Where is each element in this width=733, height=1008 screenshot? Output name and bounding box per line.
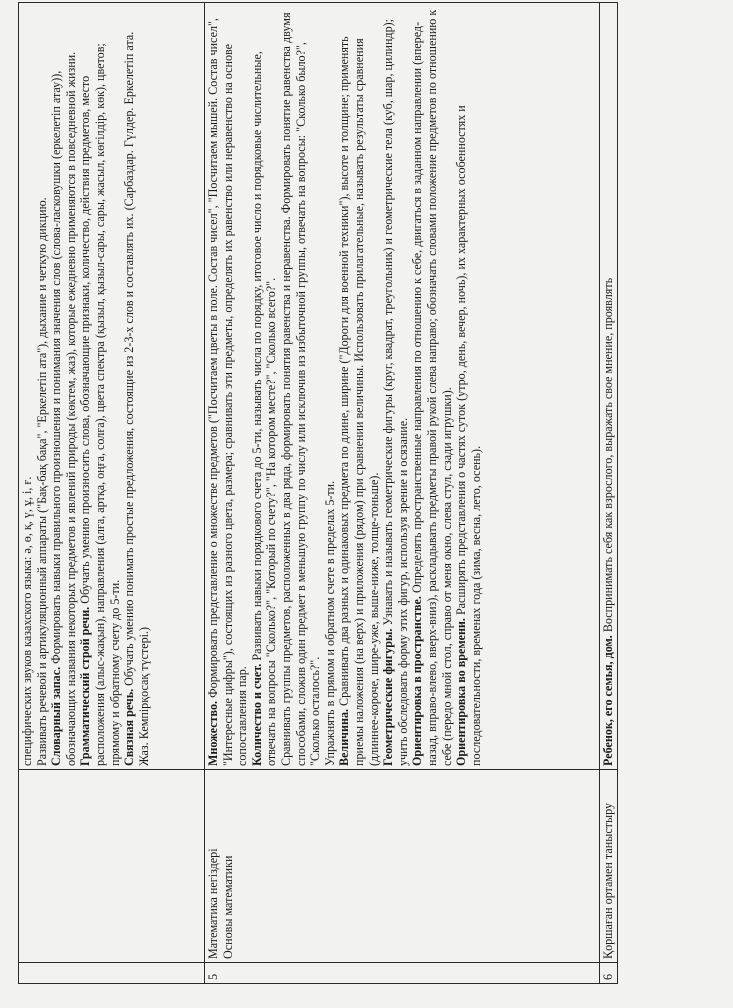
curriculum-table bbox=[18, 2, 618, 984]
content-paragraph bbox=[78, 6, 122, 766]
row-number-cell: 6 bbox=[600, 963, 618, 984]
paragraph-text: Узнавать и называть геометрические фигуры (круг, квадрат, треугольник) и геометрические тела (куб, шар, цилиндр); учить обследовать форму этих фигур, используя зрение и осязание. bbox=[381, 18, 410, 766]
section-name-cell bbox=[205, 770, 600, 963]
section-name: Математика негіздері bbox=[206, 848, 220, 959]
section-name: Қоршаған ортамен таныстыру bbox=[601, 802, 615, 959]
paragraph-title: Грамматический строй речи. bbox=[78, 606, 93, 766]
section-name: Основы математики bbox=[220, 855, 235, 959]
content-paragraph bbox=[323, 6, 338, 766]
paragraph-text: Расширять представления о частях суток (утро, день, вечер, ночь), их характерных особенностях и последовательности, временах года (зима, весна, лето, осень). bbox=[454, 105, 483, 766]
content-paragraph bbox=[20, 6, 35, 766]
row-number-cell bbox=[19, 963, 205, 984]
curriculum-table-body bbox=[19, 3, 618, 984]
paragraph-title: Количество и счет. bbox=[249, 663, 264, 766]
paragraph-title: Ориентировка в пространстве. bbox=[410, 596, 425, 766]
paragraph-title: Ребенок, его семья, дом. bbox=[601, 635, 615, 766]
content-paragraph bbox=[35, 6, 50, 766]
content-paragraph bbox=[381, 6, 410, 766]
paragraph-text: Развивать навыки порядкового счета до 5-ти, называть числа по порядку, итоговое число и порядковые числительные, отвечать на вопросы "Сколько?", "Который по счету?", "На котором месте?", "Сколько всего?". bbox=[249, 51, 279, 766]
paragraph-text: Сравнивать два разных и одинаковых предмета по длине, ширине ("Дороги для военной техники"), высоте и толщине; применять приемы наложения (на верх) и приложения (рядом) при сравнении величины. Использовать прилагательные, называть результаты сравнения (длиннее-короче, шире-уже, выше-ниже, толще-тоньше). bbox=[337, 36, 381, 766]
content-cell bbox=[205, 3, 600, 770]
content-paragraph bbox=[410, 6, 454, 766]
paragraph-text: Сравнивать группы предметов, расположенных в два ряда, формировать понятия равенства и неравенства. Формировать понятие равенства двумя способами, сложив один предмет в меньшую группу по числу или исключив из избыточной группы, отвечать на вопросы: "Сколько было?", "Сколько осталось?". bbox=[278, 12, 323, 766]
paragraph-title: Геометрические фигуры. bbox=[381, 628, 396, 766]
row-number-cell: 5 bbox=[205, 963, 600, 984]
content-cell bbox=[600, 3, 618, 770]
paragraph-text: Определять пространственные направления по отношению к себе, двигаться в заданном направлении (вперед-назад, вправо-влево, вверх-вниз), раскладывать предметы правой рукой слева направо; обозначать словами положение предметов по отношению к себе (передо мной стол, справо от меня окно, слева стул, сзади игрушки). bbox=[410, 9, 454, 766]
section-name-cell bbox=[600, 770, 618, 963]
paragraph-text: специфических звуков казахского языка: ә, ө, қ, ү, ұ, і, ғ. bbox=[20, 476, 34, 766]
content-paragraph bbox=[601, 6, 616, 766]
paragraph-text: Обучать умению произносить слова, обозначающие признаки, количество, действия предметов, место расположения (алыс-жақын), направления (алға, артқа, оңға, солға), цвета спектра (қызыл, қызыл-сары, сары, жасыл, көгілдір, көк), цветов; прямому и обратному счету до 5-ти. bbox=[78, 43, 122, 766]
table-row bbox=[600, 3, 618, 984]
paragraph-text: Развивать речевой и артикуляционный аппараты ("Бақ-бақ бақа", "Еркелетіп ата"), дыхание и четкую дикцию. bbox=[34, 197, 49, 766]
paragraph-title: Связная речь. bbox=[122, 688, 137, 766]
table-row bbox=[19, 3, 205, 984]
content-cell bbox=[19, 3, 205, 770]
paragraph-title: Множество. bbox=[206, 700, 220, 766]
paragraph-text: Формировать представление о множестве предметов ("Посчитаем цветы в поле. Состав чисел", "Посчитаем мышей. Состав чисел", "Интересные цифры"), состоящих из разного цвета, размера; сравнивать эти предметы, определять их равенство или неравенство на основе сопоставления пар. bbox=[206, 18, 250, 766]
paragraph-text: Формировать навыки правильного произношения и понимания значения слов (слова-ласковушки (еркелетіп атау)), обозначающих названия некоторых предметов и явлений природы (көктем, жаз), которые ежедневно применяются в повседневной жизни. bbox=[49, 51, 78, 766]
content-paragraph bbox=[337, 6, 381, 766]
paragraph-text: Упражнять в прямом и обратном счете в пределах 5-ти. bbox=[322, 480, 337, 766]
paragraph-title: Величина. bbox=[337, 708, 352, 766]
paragraph-title: Словарный запас. bbox=[49, 666, 64, 766]
content-paragraph bbox=[206, 6, 250, 766]
section-name-cell bbox=[19, 770, 205, 963]
content-paragraph bbox=[122, 6, 151, 766]
content-paragraph bbox=[49, 6, 78, 766]
paragraph-title: Ориентировка во времени. bbox=[454, 618, 469, 766]
content-paragraph bbox=[250, 6, 279, 766]
content-paragraph bbox=[454, 6, 483, 766]
paragraph-text: Воспринимать себя как взрослого, выражать свое мнение, проявлять bbox=[601, 277, 615, 636]
content-paragraph bbox=[279, 6, 323, 766]
table-row bbox=[205, 3, 600, 984]
paragraph-text: Обучать умению понимать простые предложения, состоящие из 2-3-х слов и составлять их. (Сарбаздар. Гүлдер. Еркелетіп ата. Жаз. Кемпірқосақ түстері.) bbox=[122, 31, 151, 766]
